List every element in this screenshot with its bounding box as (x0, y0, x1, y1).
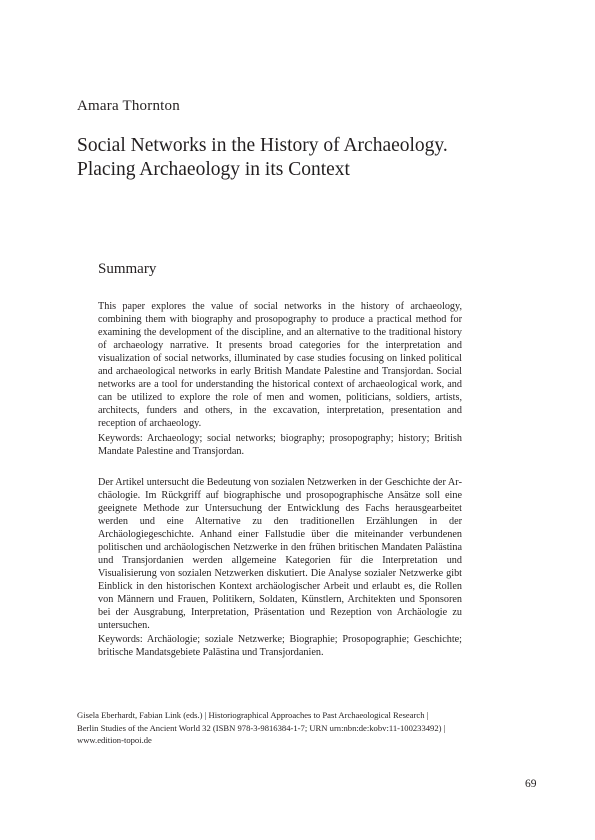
footer-line-1: Gisela Eberhardt, Fabian Link (eds.) | Historiographical Approaches to Past Archaeological Research | (77, 710, 429, 720)
article-title-line-2: Placing Archaeology in its Context (77, 159, 350, 180)
summary-heading: Summary (98, 261, 157, 277)
article-title-line-1: Social Networks in the History of Archaeology. (77, 135, 448, 156)
keywords-german (98, 633, 462, 659)
article-title (77, 134, 557, 182)
keywords-english-text: Keywords: Archaeology; social networks; biography; prosopography; history; British Mandate Palestine and Transjordan. (98, 433, 462, 457)
abstract-english-text: This paper explores the value of social networks in the history of archaeology, combining them with biography and prosopography to produce a practical method for examining the development of the discipline, and an alternative to the traditional history of archaeology narrative. It presents broad categories for the interpretation and visualization of social networks, illuminated by case studies focusing on linked political and archaeological networks in early British Mandate Palestine and Transjordan. Social networks are a tool for understanding the historical context of archaeological work, and can be utilized to explore the role of men and women, politicians, soldiers, artists, architects, funders and others, in the excavation, interpretation, presentation and reception of archaeology. (98, 301, 462, 429)
footer-website-link[interactable]: www.edition-topoi.de (77, 735, 152, 745)
page-number: 69 (525, 778, 537, 790)
abstract-german-text: Der Artikel untersucht die Bedeutung von sozialen Netzwerken in der Geschichte der Archäologie. Im Rückgriff auf biographische und prosopographische Ansätze soll eine geeignete Methode zur Untersuchung der Entwicklung des Fachs herausgearbeitet werden und eine Alternative zu den traditionellen Erzählungen in der Archäologiegeschichte. Anhand einer Fallstudie über die miteinander verbundenen politischen und archäologischen Netzwerke in den frühen britischen Mandaten Palästina und Transjordanien werden allgemeine Kategorien für die Interpretation und Visualisierung von sozialen Netzwerken diskutiert. Die Analyse sozialer Netzwerke gibt Einblick in den historischen Kontext archäologischer Arbeit und erlaubt es, die Rollen von Männern und Frauen, Politikern, Soldaten, Künstlern, Architekten und Sponsoren bei der Ausgrabung, Interpretation, Präsentation und Rezeption von Archäologie zu untersuchen. (98, 477, 462, 631)
footer-line-2: Berlin Studies of the Ancient World 32 (ISBN 978-3-9816384-1-7; URN urn:nbn:de:kobv:11-100233492) | (77, 722, 446, 733)
keywords-german-text: Keywords: Archäologie; soziale Netzwerke; Biographie; Prosopographie; Geschichte; britische Mandatsgebiete Palästina und Transjordanien. (98, 634, 462, 658)
abstract-german (98, 476, 462, 632)
author-name: Amara Thornton (77, 98, 180, 114)
publication-footer (77, 709, 497, 747)
keywords-english (98, 432, 462, 458)
abstract-english (98, 300, 462, 430)
